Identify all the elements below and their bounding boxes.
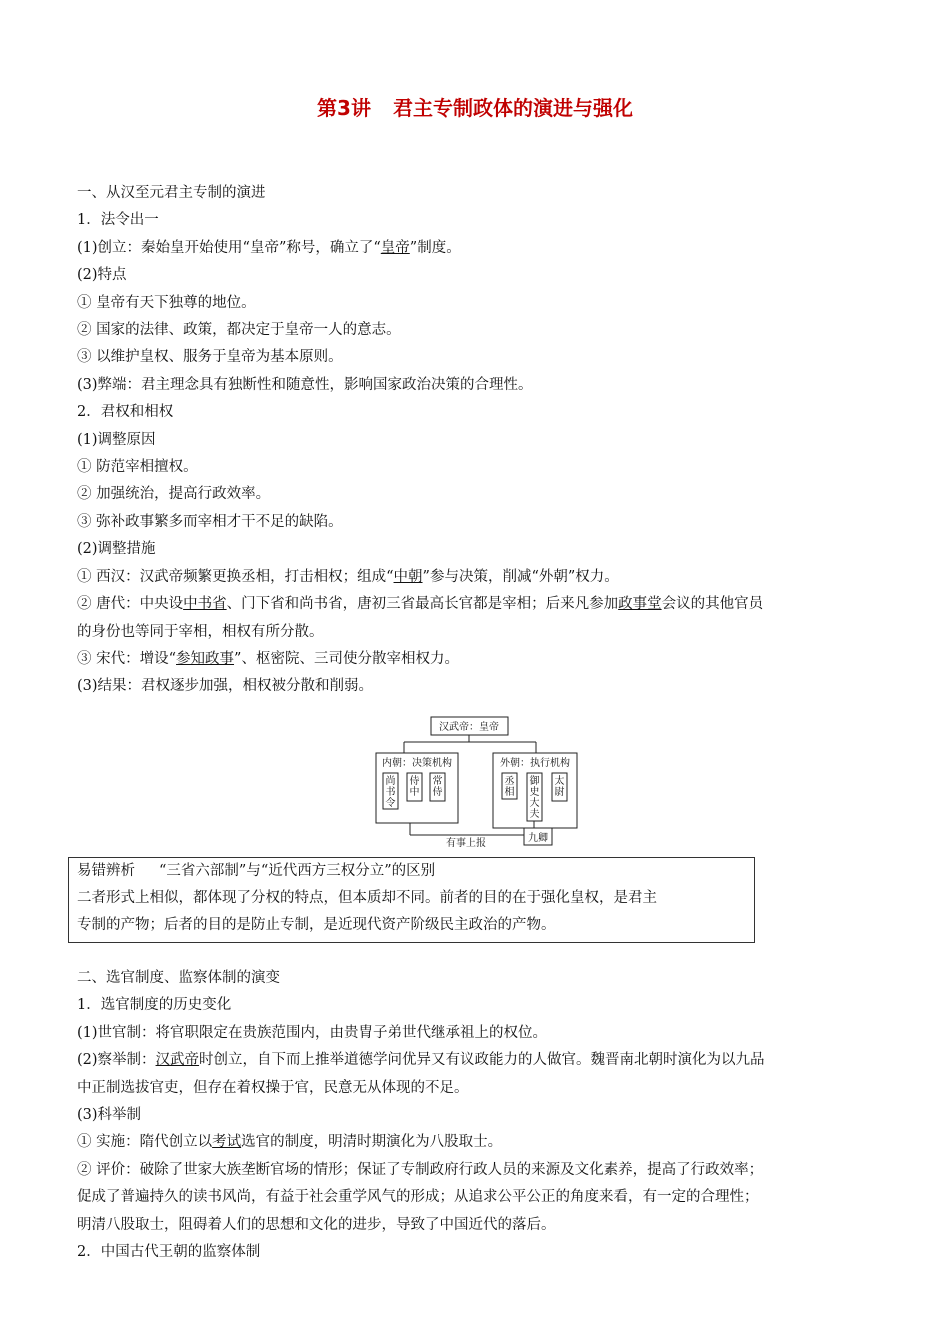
court-structure-diagram <box>374 715 579 847</box>
emperor-label: 汉武帝：皇帝 <box>439 722 499 733</box>
lesson-name: 君主专制政体的演进与强化 <box>392 96 633 120</box>
paragraph-continuation: 中正制选拔官吏，但存在着权操于官，民意无从体现的不足。 <box>77 1079 469 1096</box>
outer-court-item: 太尉 <box>554 776 565 798</box>
list-item <box>77 1129 877 1156</box>
paragraph: (1)世官制：将官职限定在贵族范围内，由贵胄子弟世代继承祖上的权位。 <box>77 1024 548 1041</box>
underlined-term: 中朝 <box>393 568 423 585</box>
underlined-term: 汉武帝 <box>155 1052 200 1069</box>
list-item <box>77 591 877 618</box>
callout-box <box>68 857 755 943</box>
outer-court-item: 丞相 <box>504 776 515 798</box>
list-item-continuation: 明清八股取士，阻碍着人们的思想和文化的进步，导致了中国近代的落后。 <box>77 1216 556 1233</box>
list-item: ① 皇帝有天下独尊的地位。 <box>77 294 256 311</box>
list-item: ③ 弥补政事繁多而宰相才干不足的缺陷。 <box>77 513 343 530</box>
text: ② 唐代：中央设 <box>77 596 184 613</box>
list-item-continuation: 促成了普遍持久的读书风尚，有益于社会重学风气的形成；从追求公平公正的角度来看，有一定的合理性； <box>77 1189 759 1206</box>
paragraph: (2)调整措施 <box>77 541 156 558</box>
section-1 <box>77 180 877 701</box>
text: ”参与决策，削减“外朝”权力。 <box>422 568 619 585</box>
list-item: ③ 以维护皇权、服务于皇帝为基本原则。 <box>77 349 343 366</box>
list-item <box>77 564 877 591</box>
subheading: 2．中国古代王朝的监察体制 <box>77 1244 261 1261</box>
text: ① 西汉：汉武帝频繁更换丞相，打击相权；组成“ <box>77 568 394 585</box>
subheading: 2．君权和相权 <box>77 404 174 421</box>
underlined-term: 中书省 <box>183 596 227 613</box>
inner-court-item: 尚书令 <box>385 776 396 809</box>
callout-topic: “三省六部制”与“近代西方三权分立”的区别 <box>159 863 436 879</box>
paragraph: (3)弊端：君主理念具有独断性和随意性，影响国家政治决策的合理性。 <box>77 376 533 393</box>
list-item-continuation: 的身份也等同于宰相，相权有所分散。 <box>77 623 324 640</box>
paragraph: (3)结果：君权逐步加强，相权被分散和削弱。 <box>77 678 374 695</box>
subheading: 1．法令出一 <box>77 212 159 229</box>
text: ③ 宋代：增设“ <box>77 650 177 667</box>
callout-label: 易错辨析 <box>77 863 135 879</box>
list-item: ② 加强统治，提高行政效率。 <box>77 486 271 503</box>
subheading: 1．选官制度的历史变化 <box>77 997 232 1014</box>
underlined-term: 参知政事 <box>176 650 235 667</box>
paragraph: (1)调整原因 <box>77 431 156 448</box>
text: ”、枢密院、三司使分散宰相权力。 <box>234 650 459 667</box>
text: ”制度。 <box>409 239 461 256</box>
list-item: ① 防范宰相擅权。 <box>77 459 198 476</box>
lesson-number: 第3讲 <box>317 96 371 120</box>
callout-body: 二者形式上相似，都体现了分权的特点，但本质却不同。前者的目的在于强化皇权，是君主 <box>77 890 657 906</box>
paragraph: (3)科举制 <box>77 1107 142 1124</box>
text: 选官的制度，明清时期演化为八股取士。 <box>241 1134 503 1151</box>
text: 会议的其他官员 <box>661 596 764 613</box>
report-label: 有事上报 <box>446 838 486 847</box>
inner-court-title: 内朝：决策机构 <box>382 758 452 769</box>
inner-court-item: 常侍 <box>432 776 443 798</box>
paragraph: (2)特点 <box>77 267 127 284</box>
callout-title <box>77 858 746 885</box>
list-item <box>77 646 877 673</box>
section-heading: 二、选官制度、监察体制的演变 <box>77 970 280 986</box>
section-heading: 一、从汉至元君主专制的演进 <box>77 185 266 201</box>
underlined-term: 考试 <box>212 1134 242 1151</box>
underlined-term: 政事堂 <box>618 596 662 613</box>
text: ① 实施：隋代创立以 <box>77 1134 213 1151</box>
outer-court-title: 外朝：执行机构 <box>500 758 570 769</box>
outer-court-item: 御史大夫 <box>529 776 540 820</box>
page-title <box>0 92 950 121</box>
list-item: ② 评价：破除了世家大族垄断官场的情形；保证了专制政府行政人员的来源及文化素养，提高了行政效率； <box>77 1161 764 1178</box>
text: (2)察举制： <box>77 1052 156 1069</box>
section-2 <box>77 965 877 1266</box>
paragraph <box>77 235 877 262</box>
underlined-term: 皇帝 <box>380 239 410 256</box>
diagram-svg <box>374 715 579 847</box>
list-item: ② 国家的法律、政策，都决定于皇帝一人的意志。 <box>77 322 401 339</box>
nine-ministers-label: 九卿 <box>528 833 548 844</box>
callout-body: 专制的产物；后者的目的是防止专制，是近现代资产阶级民主政治的产物。 <box>77 917 556 933</box>
text: 时创立，自下而上推举道德学问优异又有议政能力的人做官。魏晋南北朝时演化为以九品 <box>199 1052 765 1069</box>
text: (1)创立：秦始皇开始使用“皇帝”称号，确立了“ <box>77 239 381 256</box>
paragraph <box>77 1047 877 1074</box>
text: 、门下省和尚书省，唐初三省最高长官都是宰相；后来凡参加 <box>226 596 619 613</box>
inner-court-item: 侍中 <box>409 776 420 798</box>
